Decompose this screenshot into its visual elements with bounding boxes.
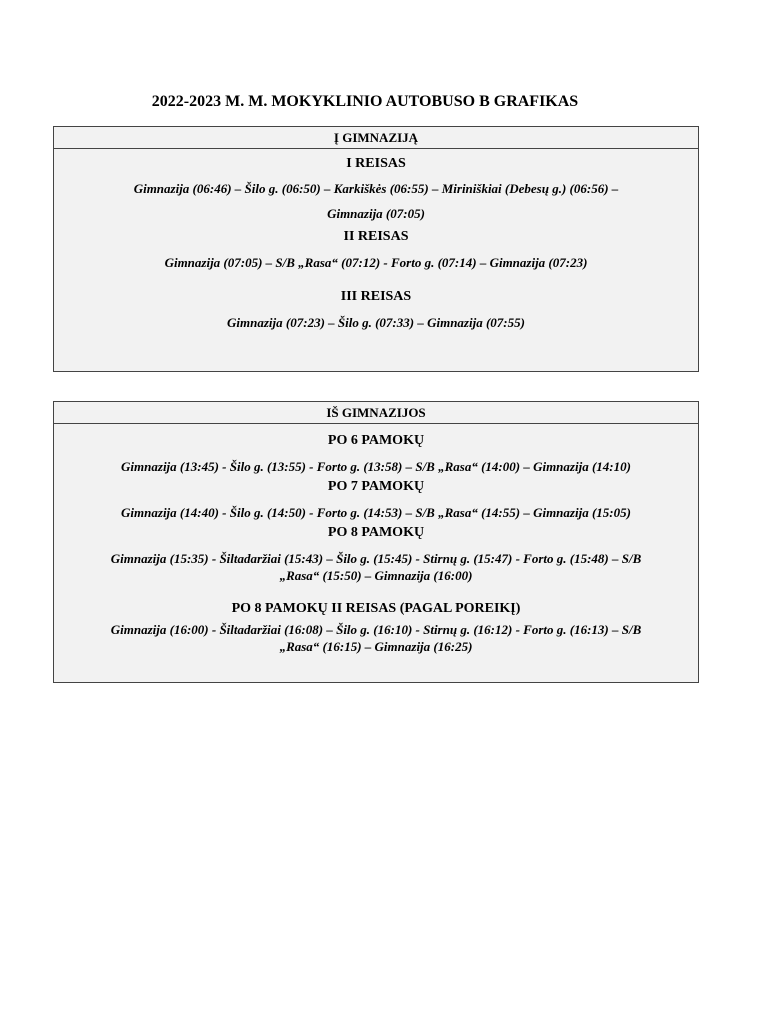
trip-3-title: III REISAS — [340, 289, 412, 304]
from-school-header: IŠ GIMNAZIJOS — [54, 402, 698, 424]
trip-3-route: Gimnazija (07:23) – Šilo g. (07:33) – Gimnazija (07:55) — [227, 315, 525, 330]
trip-2-title: II REISAS — [343, 229, 409, 244]
trip-1-title: I REISAS — [346, 156, 406, 171]
to-school-schedule — [53, 126, 699, 372]
to-school-header: Į GIMNAZIJĄ — [54, 127, 698, 149]
after-8-lessons-title: PO 8 PAMOKŲ — [327, 525, 425, 540]
after-8-lessons-trip-2-title: PO 8 PAMOKŲ II REISAS (PAGAL POREIKĮ) — [231, 601, 521, 616]
after-6-lessons-route: Gimnazija (13:45) - Šilo g. (13:55) - Forto g. (13:58) – S/B „Rasa“ (14:00) – Gimnazija (14:10) — [121, 459, 631, 474]
after-7-lessons-title: PO 7 PAMOKŲ — [327, 479, 425, 494]
after-8-lessons-trip-2-route-line-2: „Rasa“ (16:15) – Gimnazija (16:25) — [279, 639, 473, 654]
after-8-lessons-route-line-2: „Rasa“ (15:50) – Gimnazija (16:00) — [279, 568, 473, 583]
after-7-lessons-route: Gimnazija (14:40) - Šilo g. (14:50) - Forto g. (14:53) – S/B „Rasa“ (14:55) – Gimnazija (15:05) — [121, 505, 631, 520]
from-school-schedule — [53, 401, 699, 683]
after-8-lessons-route-line-1: Gimnazija (15:35) - Šiltadaržiai (15:43) – Šilo g. (15:45) - Stirnų g. (15:47) - Forto g. (15:48) – S/B — [110, 551, 642, 566]
after-8-lessons-trip-2-route-line-1: Gimnazija (16:00) - Šiltadaržiai (16:08) – Šilo g. (16:10) - Stirnų g. (16:12) - Forto g. (16:13) – S/B — [110, 622, 642, 637]
trip-1-route-line-2: Gimnazija (07:05) — [327, 206, 425, 221]
trip-2-route: Gimnazija (07:05) – S/B „Rasa“ (07:12) - Forto g. (07:14) – Gimnazija (07:23) — [164, 255, 588, 270]
after-6-lessons-title: PO 6 PAMOKŲ — [327, 433, 425, 448]
page-title: 2022-2023 M. M. MOKYKLINIO AUTOBUSO B GRAFIKAS — [151, 93, 579, 110]
trip-1-route-line-1: Gimnazija (06:46) – Šilo g. (06:50) – Karkiškės (06:55) – Miriniškiai (Debesų g.) (06:56) – — [133, 181, 619, 196]
